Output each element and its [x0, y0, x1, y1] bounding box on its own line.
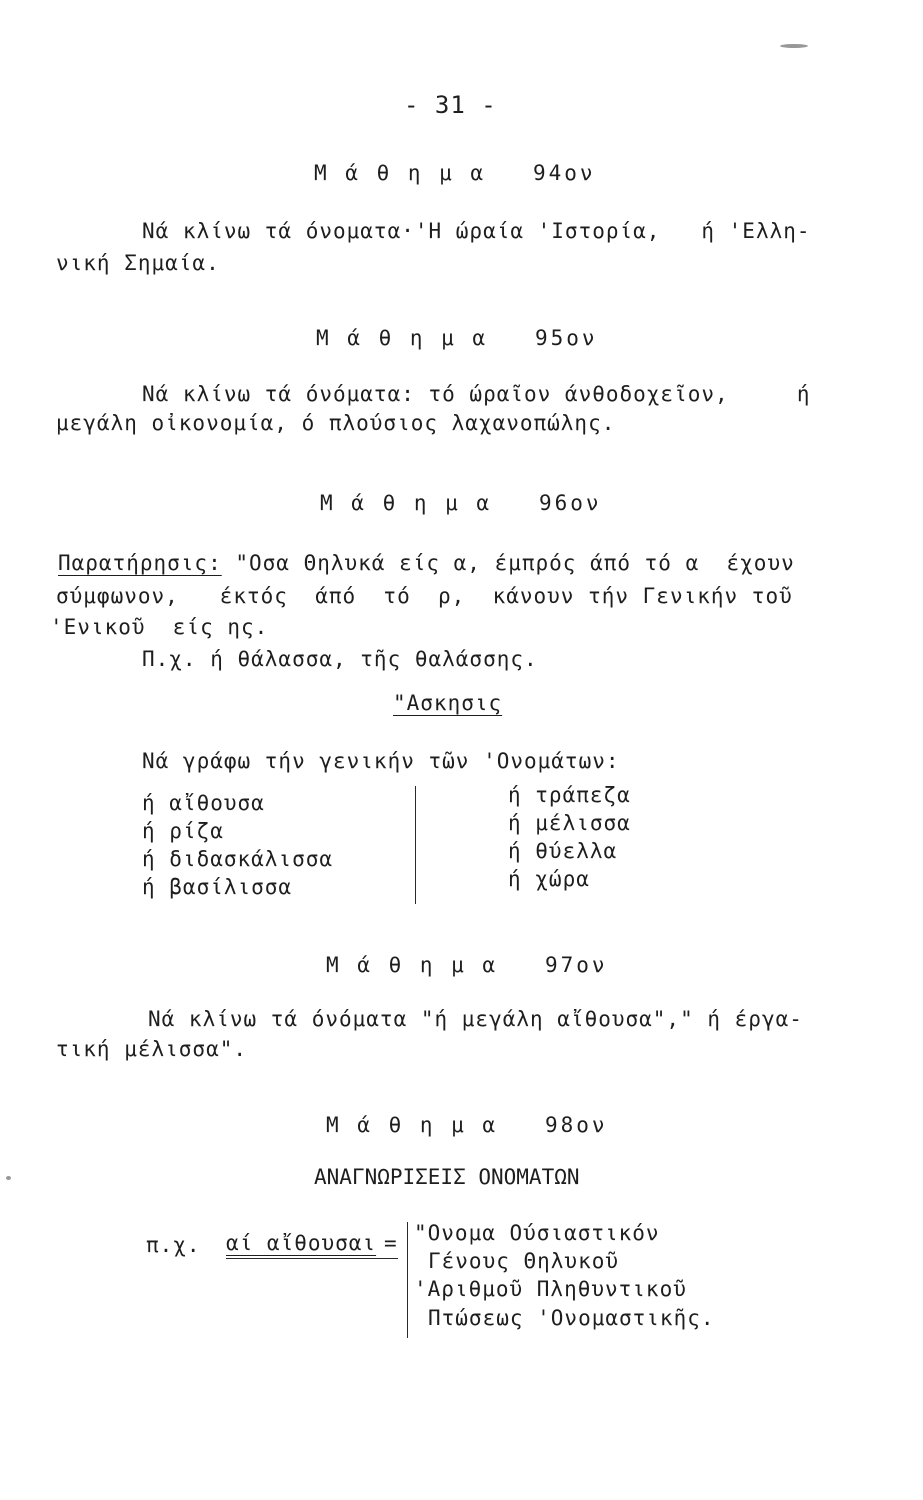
lesson-97-heading: Μ ά θ η μ α 97ον: [326, 953, 608, 977]
lesson-98-heading: Μ ά θ η μ α 98ον: [326, 1113, 608, 1137]
scan-mark: [780, 44, 808, 48]
analysis-bracket: [407, 1222, 408, 1338]
right-column-item-4: ή χώρα: [508, 867, 590, 891]
note-label: Παρατήρησις:: [58, 551, 222, 575]
lesson-97-text-line-2: τική μέλισσα".: [56, 1037, 248, 1061]
analysis-line-2: Γένους Θηλυκοῦ: [428, 1249, 620, 1273]
lesson-94-text-line-2: νική Σημαία.: [56, 251, 220, 275]
example-prefix: π.χ.: [146, 1233, 201, 1257]
example-underline: [226, 1258, 398, 1259]
note-line-1: "Οσα Θηλυκά είς α, έμπρός άπό τό α έχουν: [221, 551, 795, 575]
page-number: - 31 -: [404, 91, 497, 119]
left-column-item-3: ή διδασκάλισσα: [142, 847, 334, 871]
lesson-96-note-line-2: σύμφωνον, έκτός άπό τό ρ, κάνουν τήν Γενικήν τοῦ: [56, 584, 793, 608]
left-column-item-2: ή ρίζα: [142, 819, 224, 843]
lesson-97-text-line-1: Νά κλίνω τά όνόματα "ή μεγάλη αἴθουσα"," ή έργα-: [148, 1007, 803, 1031]
scan-dot: [6, 1176, 11, 1180]
right-column-item-1: ή τράπεζα: [508, 783, 631, 807]
lesson-96-example: Π.χ. ή θάλασσα, τῆς θαλάσσης.: [142, 647, 538, 671]
left-column-item-1: ή αἴθουσα: [142, 791, 265, 815]
analysis-line-3: 'Αριθμοῦ Πληθυντικοῦ: [414, 1277, 687, 1301]
analysis-line-1: "Ονομα Ούσιαστικόν: [414, 1221, 660, 1245]
exercise-prompt: Νά γράφω τήν γενικήν τῶν 'Ονομάτων:: [142, 749, 620, 773]
example-word: αί αἴθουσαι: [226, 1231, 377, 1255]
lesson-95-heading: Μ ά θ η μ α 95ον: [316, 326, 598, 350]
lesson-98-subtitle: ΑΝΑΓΝΩΡΙΣΕΙΣ ΟΝΟΜΑΤΩΝ: [314, 1165, 580, 1189]
left-column-item-4: ή βασίλισσα: [142, 875, 293, 899]
lesson-95-text-line-1: Νά κλίνω τά όνόματα: τό ώραῖον άνθοδοχεῖον, ή: [142, 382, 811, 406]
lesson-96-note: [58, 550, 795, 576]
right-column-item-3: ή θύελλα: [508, 839, 618, 863]
lesson-94-heading: Μ ά θ η μ α 94ον: [314, 161, 596, 185]
lesson-96-heading: Μ ά θ η μ α 96ον: [320, 491, 602, 515]
analysis-line-4: Πτώσεως 'Ονομαστικῆς.: [428, 1306, 715, 1330]
lesson-95-text-line-2: μεγάλη οἰκονομία, ό πλούσιος λαχανοπώλης.: [56, 411, 616, 435]
equals-sign: =: [384, 1231, 398, 1255]
right-column-item-2: ή μέλισσα: [508, 811, 631, 835]
exercise-title: "Ασκησις: [393, 691, 503, 715]
column-divider: [415, 786, 416, 904]
lesson-94-text-line-1: Νά κλίνω τά όνοματα·'Η ώραία 'Ιστορία, ή 'Ελλη-: [142, 219, 811, 243]
lesson-96-note-line-3: 'Ενικοῦ είς ης.: [50, 615, 269, 639]
